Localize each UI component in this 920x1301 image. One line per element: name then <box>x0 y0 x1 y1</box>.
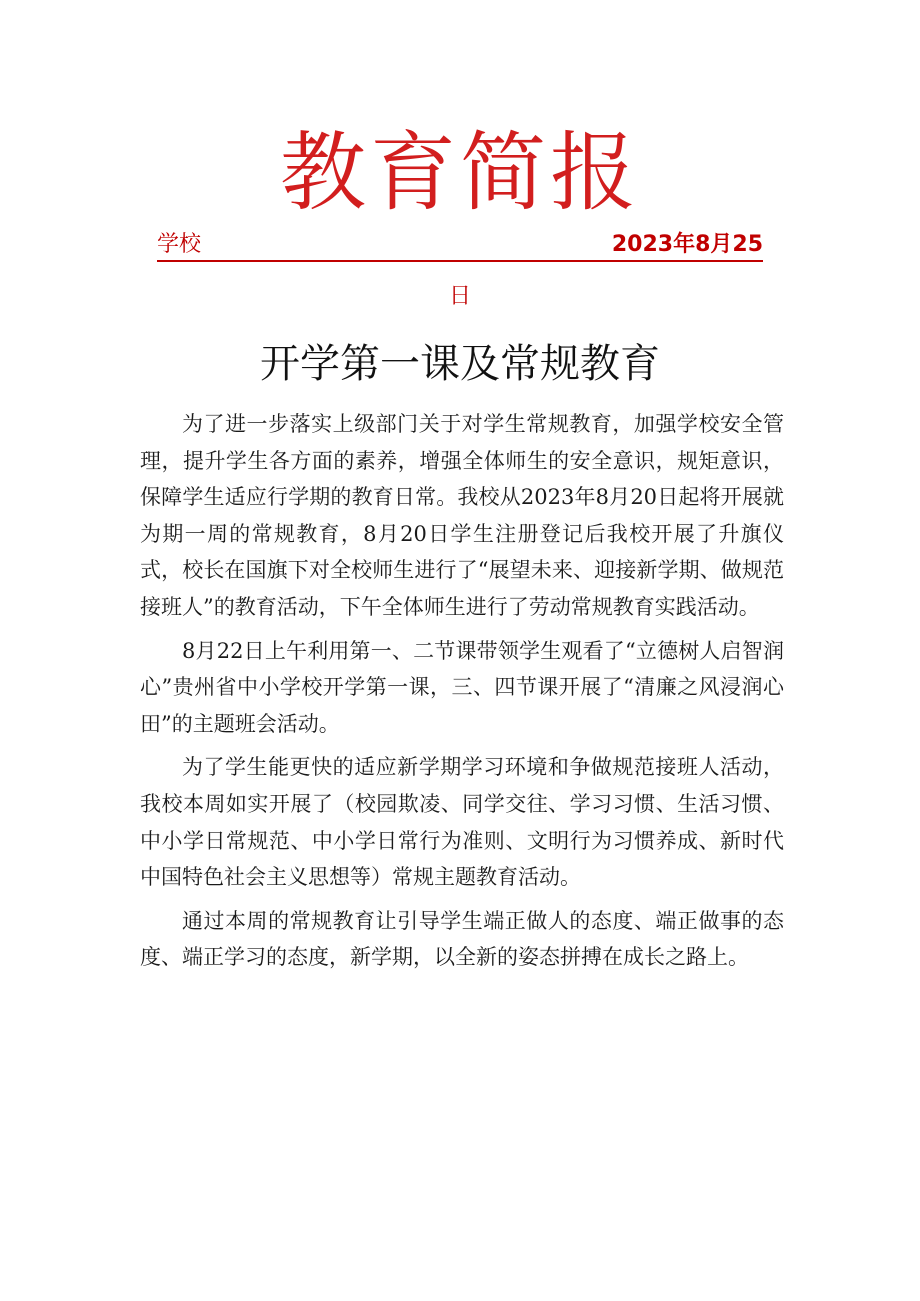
article-paragraph: 为了进一步落实上级部门关于对学生常规教育，加强学校安全管理，提升学生各方面的素养，增强全体师生的安全意识，规矩意识，保障学生适应行学期的教育日常。我校从2023年8月20日起将开展就为期一周的常规教育，8月20日学生注册登记后我校开展了升旗仪式，校长在国旗下对全校师生进行了“展望未来、迎接新学期、做规范接班人”的教育活动，下午全体师生进行了劳动常规教育实践活动。 <box>140 412 784 619</box>
article-body <box>140 406 784 983</box>
issue-date: 2023年8月25 <box>611 232 763 257</box>
school-date-line <box>157 230 763 262</box>
masthead-title: 教育简报 <box>280 123 640 223</box>
article-paragraph: 8月22日上午利用第一、二节课带领学生观看了“立德树人启智润心”贵州省中小学校开学第一课，三、四节课开展了“清廉之风浸润心田”的主题班会活动。 <box>140 638 784 736</box>
issue-date-tail: 日 <box>448 284 471 309</box>
article-title: 开学第一课及常规教育 <box>260 341 660 387</box>
article-paragraph: 通过本周的常规教育让引导学生端正做人的态度、端正做事的态度、端正学习的态度，新学期，以全新的姿态拼搏在成长之路上。 <box>140 908 784 970</box>
article-paragraph: 为了学生能更快的适应新学期学习环境和争做规范接班人活动，我校本周如实开展了（校园欺凌、同学交往、学习习惯、生活习惯、中小学日常规范、中小学日常行为准则、文明行为习惯养成、新时代中国特色社会主义思想等）常规主题教育活动。 <box>140 755 784 890</box>
school-label: 学校 <box>157 232 202 257</box>
